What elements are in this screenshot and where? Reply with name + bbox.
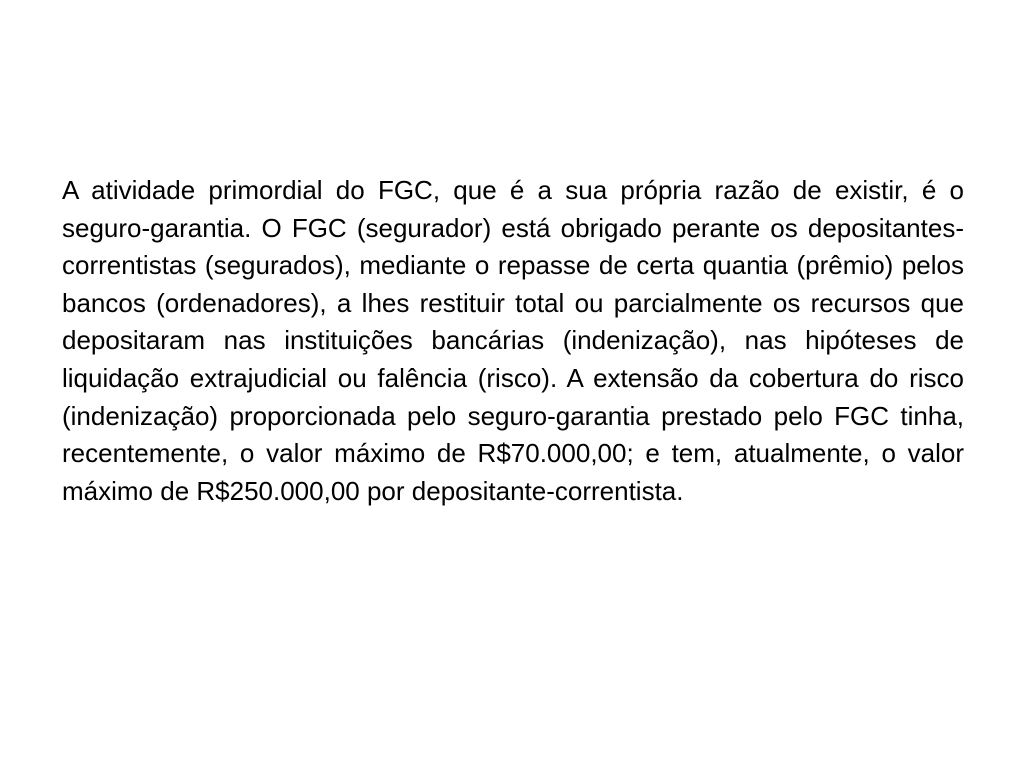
body-paragraph: A atividade primordial do FGC, que é a sua própria razão de existir, é o seguro-garantia. O FGC (segurador) está obrigado perante os depositantes-correntistas (segurados), mediante o repasse de certa quantia (prêmio) pelos bancos (ordenadores), a lhes restituir total ou parcialmente os recursos que depositaram nas instituições bancárias (indenização), nas hipóteses de liquidação extrajudicial ou falência (risco). A extensão da cobertura do risco (indenização) proporcionada pelo seguro-garantia prestado pelo FGC tinha, recentemente, o valor máximo de R$70.000,00; e tem, atualmente, o valor máximo de R$250.000,00 por depositante-correntista. bbox=[62, 175, 964, 506]
